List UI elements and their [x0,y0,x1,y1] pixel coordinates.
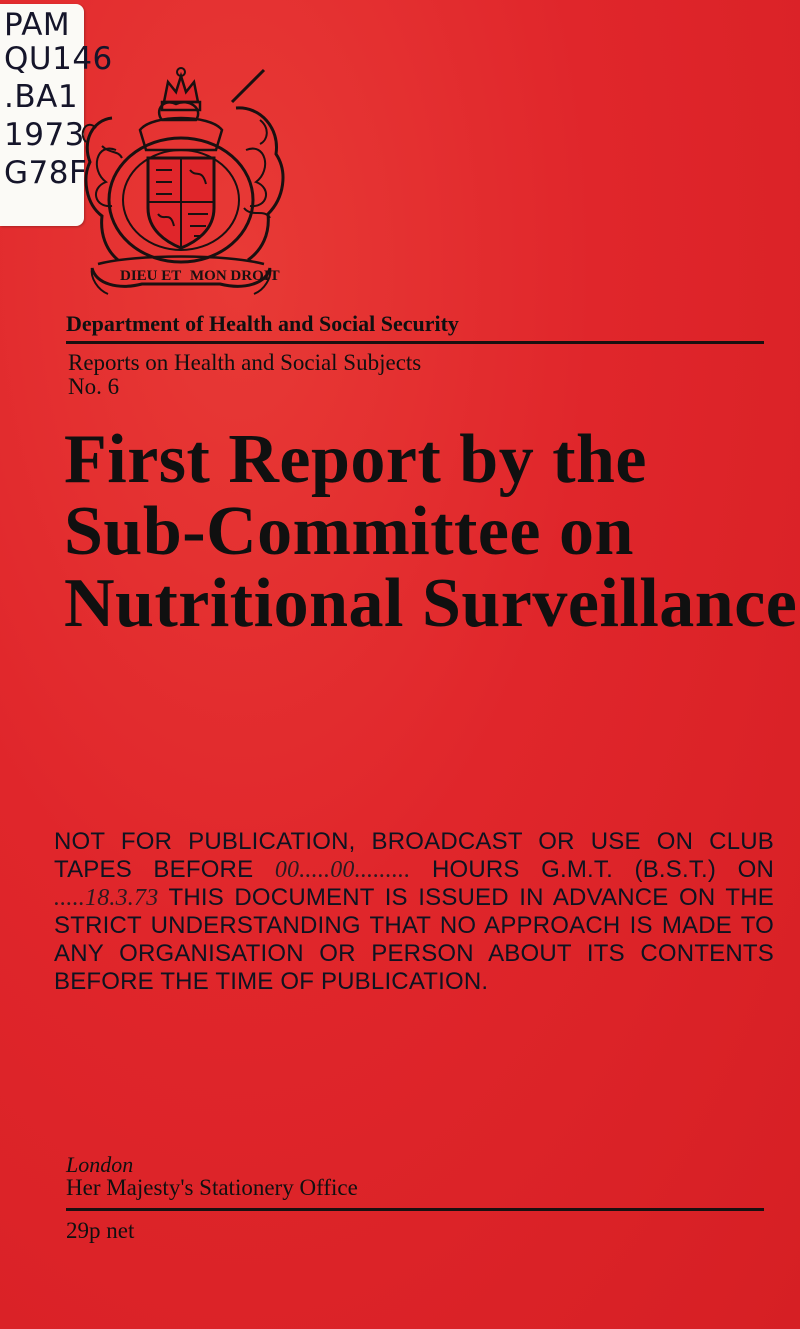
series-number: No. 6 [68,374,120,399]
motto-right-text: MON DROIT [190,268,280,284]
report-title-line-2: Sub-Committee on [64,493,634,570]
embargo-text-part-3: THIS DOCUMENT IS ISSUED IN ADVANCE ON THE STRICT UNDERSTANDING THAT NO APPROACH IS MADE TO ANY ORGANISATION OR PERSON ABOUT ITS CONTENTS BEFORE THE TIME OF PUBLICATION. [54,884,774,995]
publisher-city: London [66,1152,134,1177]
call-number-line-2: QU146 [4,41,113,77]
call-number-line-4: 1973 [4,117,85,153]
embargo-date-fill: .....18.3.73 [54,885,159,911]
embargo-text-part-1: NOT FOR PUBLICATION, BROADCAST OR USE ON CLUB TAPES BEFORE [54,828,774,883]
series-title: Reports on Health and Social Subjects [68,350,422,375]
report-title [64,421,798,642]
divider-bottom [66,1208,764,1211]
divider-top [66,341,764,344]
embargo-text-part-2: HOURS G.M.T. (B.S.T.) ON [431,856,775,883]
motto-left-text: DIEU ET [120,268,182,284]
call-number-line-5: G78F [4,155,88,191]
royal-coat-of-arms-icon [56,58,306,302]
call-number-line-3: .BA1 [4,79,79,115]
report-title-line-1: First Report by the [64,421,648,498]
department-name: Department of Health and Social Security [66,311,459,336]
call-number-line-1: PAM [4,7,71,43]
embargo-time-fill: 00.....00......... [274,857,411,883]
report-title-line-3: Nutritional Surveillance [64,565,798,642]
publisher-name: Her Majesty's Stationery Office [66,1175,358,1200]
embargo-notice [54,828,774,996]
price-label: 29p net [66,1218,135,1243]
